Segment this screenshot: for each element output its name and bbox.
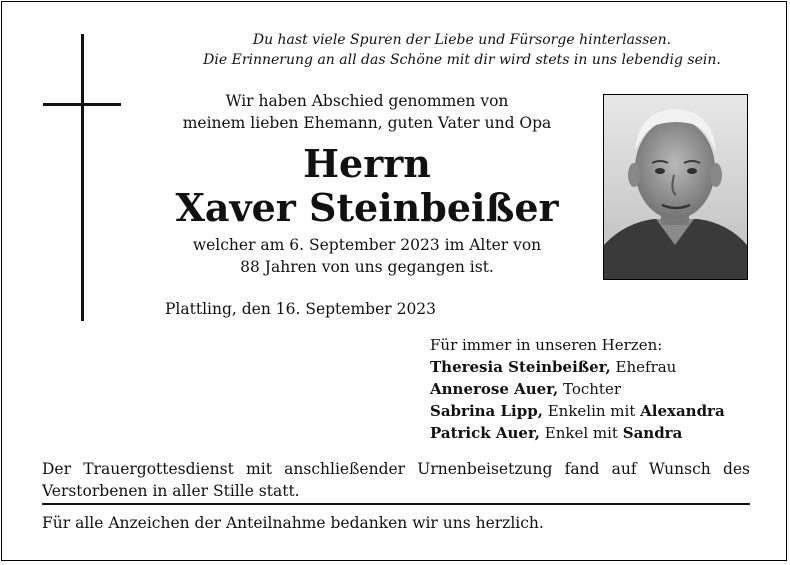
mourner-name: Annerose Auer, (430, 380, 559, 398)
mourner-row (430, 400, 725, 422)
portrait-photo (603, 94, 748, 280)
quote-line-2: Die Erinnerung an all das Schöne mit dir wird stets in uns lebendig sein. (203, 52, 721, 68)
portrait-icon (604, 95, 747, 279)
death-notice (152, 234, 582, 278)
deceased-name: Xaver Steinbeißer (175, 185, 559, 230)
mourner-row (430, 378, 725, 400)
mourner-row (430, 422, 725, 444)
mourners-list (430, 334, 725, 444)
mourner-name: Theresia Steinbeißer, (430, 358, 611, 376)
divider (42, 503, 750, 505)
mourner-partner: Alexandra (640, 402, 725, 420)
service-text: Der Trauergottesdienst mit anschließender Urnenbeisetzung fand auf Wunsch des Verstorbenen in aller Stille statt. (42, 460, 750, 500)
honorific: Herrn (303, 141, 431, 186)
mourner-relation: Ehefrau (610, 358, 677, 376)
mourner-partner: Sandra (622, 424, 683, 442)
cross-horizontal-bar (43, 103, 121, 106)
memorial-quote (152, 30, 772, 70)
farewell-intro (152, 90, 582, 134)
intro-line-1: Wir haben Abschied genommen von (225, 92, 509, 110)
mourners-heading: Für immer in unseren Herzen: (430, 336, 663, 354)
place-date: Plattling, den 16. September 2023 (165, 300, 437, 318)
cross-vertical-bar (81, 34, 84, 321)
mourner-name: Patrick Auer, (430, 424, 540, 442)
obituary-notice (1, 1, 787, 561)
death-line-1: welcher am 6. September 2023 im Alter von (192, 236, 542, 254)
mourner-row (430, 356, 725, 378)
mourner-relation: Tochter (558, 380, 622, 398)
thanks-text: Für alle Anzeichen der Anteilnahme bedanken wir uns herzlich. (42, 514, 544, 532)
intro-line-2: meinem lieben Ehemann, guten Vater und Opa (182, 114, 552, 132)
mourner-relation: Enkel mit (540, 424, 623, 442)
quote-line-1: Du hast viele Spuren der Liebe und Fürsorge hinterlassen. (252, 32, 672, 48)
mourner-name: Sabrina Lipp, (430, 402, 543, 420)
death-line-2: 88 Jahren von uns gegangen ist. (240, 258, 494, 276)
mourner-relation: Enkelin mit (542, 402, 641, 420)
